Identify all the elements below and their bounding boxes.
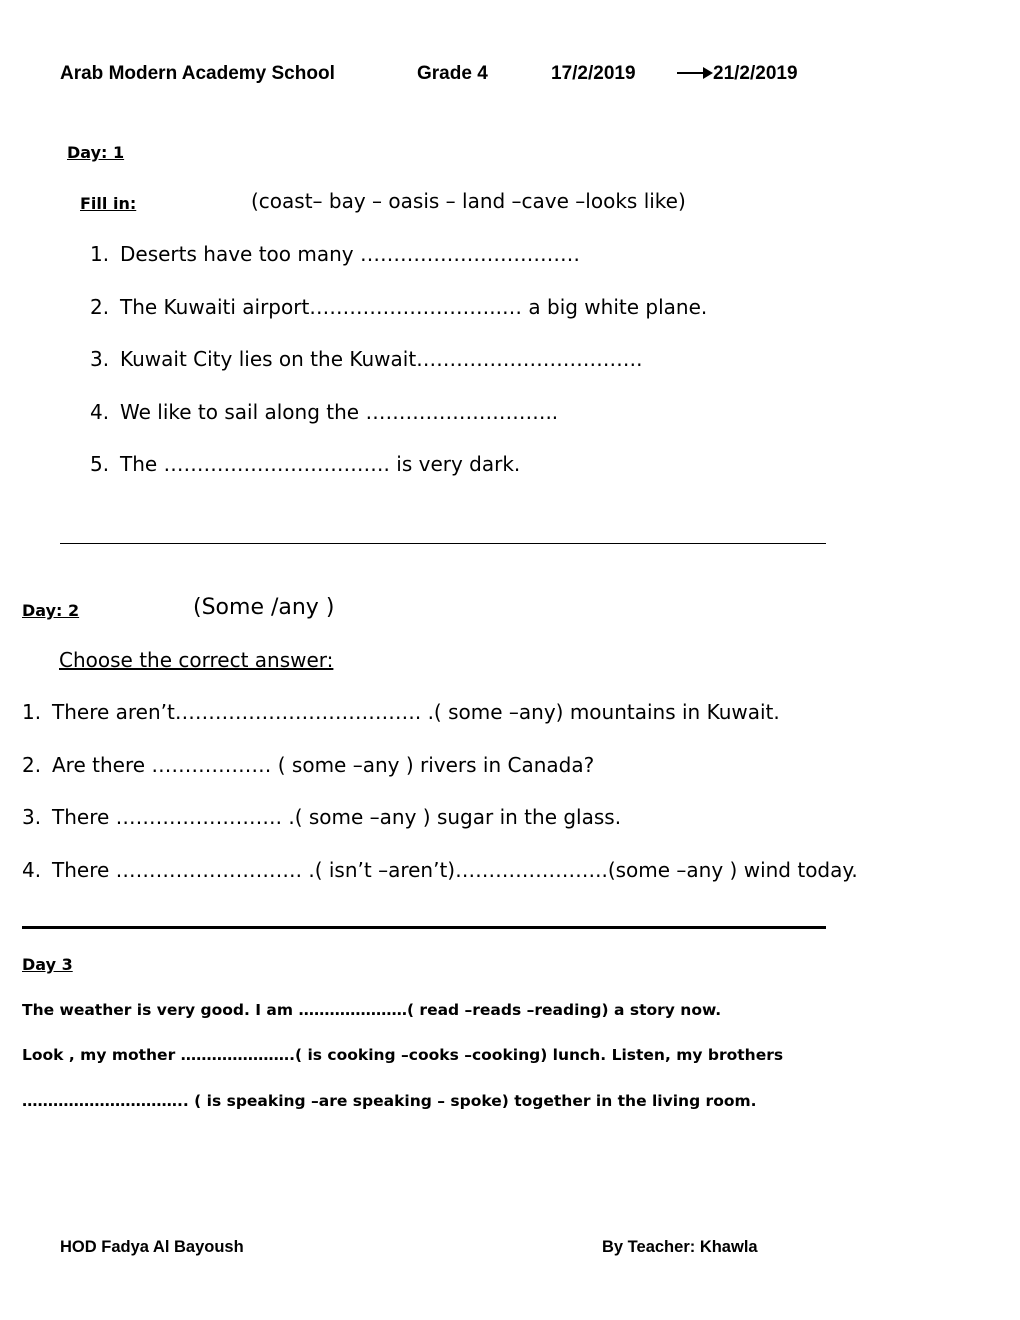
school-name: Arab Modern Academy School (60, 63, 335, 84)
question-text: Deserts have too many …………………………… (120, 242, 580, 266)
question-number: 4. (90, 400, 110, 424)
question-text: There aren’t………………………………. .( some –any) mountains in Kuwait. (52, 700, 780, 724)
day3-line-1: The weather is very good. I am …………………( read –reads –reading) a story now. (22, 1001, 722, 1019)
day2-instruction: Choose the correct answer: (59, 648, 334, 672)
day2-question-1 (22, 700, 780, 724)
arrow-head-icon (703, 67, 713, 79)
question-number: 3. (22, 805, 42, 829)
hod-signature: HOD Fadya Al Bayoush (60, 1238, 244, 1256)
date-to: 21/2/2019 (713, 63, 798, 84)
day3-line-3: ………………………….. ( is speaking –are speaking – spoke) together in the living room. (22, 1092, 757, 1110)
day2-label: Day: 2 (22, 601, 80, 620)
grade-label: Grade 4 (417, 63, 488, 84)
day2-question-2 (22, 753, 594, 777)
question-number: 1. (90, 242, 110, 266)
section-divider-thick (22, 926, 826, 929)
question-number: 2. (22, 753, 42, 777)
question-text: There ………………………. .( isn’t –aren’t)…………………..(some –any ) wind today. (52, 858, 858, 882)
question-text: The Kuwaiti airport………………………..… a big white plane. (120, 295, 708, 319)
day2-topic: (Some /any ) (193, 595, 335, 620)
date-from: 17/2/2019 (551, 63, 636, 84)
question-text: The ……………………………. is very dark. (120, 452, 521, 476)
question-text: We like to sail along the ……………………….. (120, 400, 559, 424)
arrow-right-icon (677, 72, 705, 74)
question-text: Kuwait City lies on the Kuwait……………………………. (120, 347, 643, 371)
day2-question-4 (22, 858, 858, 882)
fill-in-label: Fill in: (80, 194, 137, 213)
day3-label: Day 3 (22, 955, 73, 974)
word-bank: (coast– bay – oasis – land –cave –looks like) (251, 189, 686, 213)
question-number: 4. (22, 858, 42, 882)
day1-question-5 (90, 452, 520, 476)
day1-question-4 (90, 400, 558, 424)
question-text: There ……………………. .( some –any ) sugar in the glass. (52, 805, 622, 829)
day1-label: Day: 1 (67, 143, 125, 162)
teacher-signature: By Teacher: Khawla (602, 1238, 758, 1256)
question-number: 2. (90, 295, 110, 319)
day2-question-3 (22, 805, 621, 829)
day1-question-2 (90, 295, 707, 319)
day1-question-3 (90, 347, 643, 371)
question-text: Are there ……………… ( some –any ) rivers in Canada? (52, 753, 595, 777)
question-number: 3. (90, 347, 110, 371)
question-number: 5. (90, 452, 110, 476)
question-number: 1. (22, 700, 42, 724)
day1-question-1 (90, 242, 580, 266)
day3-line-2: Look , my mother ………………….( is cooking –cooks –cooking) lunch. Listen, my brothers (22, 1046, 784, 1064)
section-divider (60, 543, 826, 544)
